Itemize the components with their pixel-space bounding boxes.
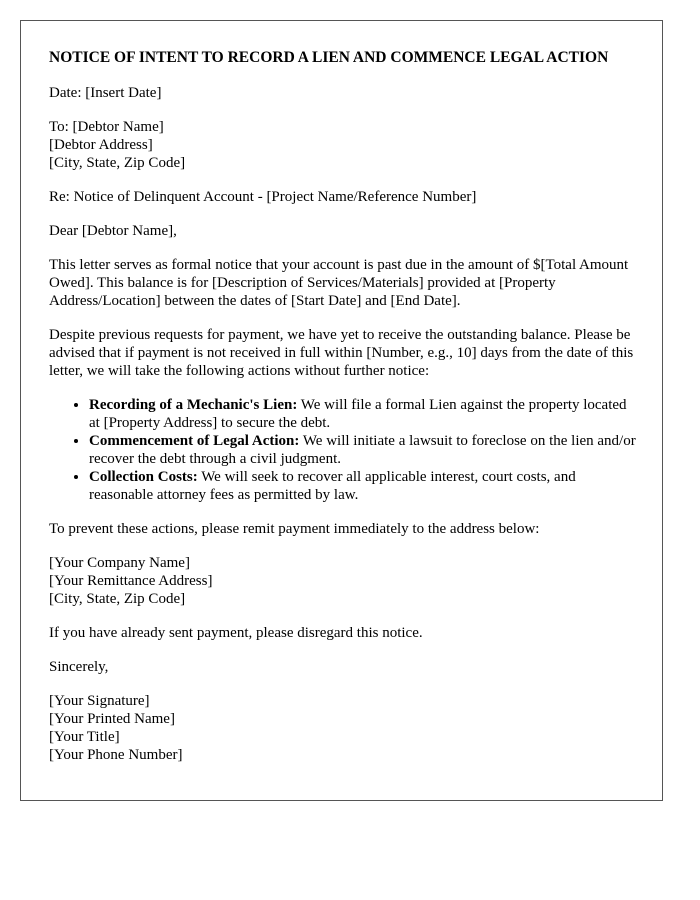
action-text: We will initiate a lawsuit to foreclose on the lien and/or recover the debt through a civil judgment. bbox=[89, 433, 636, 467]
paragraph-disregard: If you have already sent payment, please disregard this notice. bbox=[49, 625, 423, 641]
action-label: Commencement of Legal Action: bbox=[89, 433, 300, 449]
paragraph-warning: Despite previous requests for payment, we have yet to receive the outstanding balance. Please be advised that if payment is not received in full within [Number, e.g., 10] days from the date of this letter, we will take the following actions without further notice: bbox=[49, 327, 634, 379]
re-line: Re: Notice of Delinquent Account - [Project Name/Reference Number] bbox=[49, 189, 477, 205]
remit-line: [Your Remittance Address] bbox=[49, 573, 213, 589]
action-item bbox=[89, 432, 637, 468]
actions-list bbox=[49, 396, 637, 504]
signature-block bbox=[49, 692, 662, 764]
action-label: Collection Costs: bbox=[89, 469, 198, 485]
signature-line: [Your Signature] bbox=[49, 693, 150, 709]
recipient-line: [City, State, Zip Code] bbox=[49, 155, 186, 171]
remit-line: [Your Company Name] bbox=[49, 555, 190, 571]
remit-line: [City, State, Zip Code] bbox=[49, 591, 186, 607]
paragraph-remit: To prevent these actions, please remit payment immediately to the address below: bbox=[49, 521, 540, 537]
action-item bbox=[89, 396, 637, 432]
paragraph-balance: This letter serves as formal notice that your account is past due in the amount of $[Total Amount Owed]. This balance is for [Description of Services/Materials] provided at [Property Address/Location] between the dates of [Start Date] and [End Date]. bbox=[49, 257, 629, 309]
action-text: We will file a formal Lien against the property located at [Property Address] to secure the debt. bbox=[89, 397, 627, 431]
action-label: Recording of a Mechanic's Lien: bbox=[89, 397, 298, 413]
recipient-line: [Debtor Address] bbox=[49, 137, 153, 153]
recipient-address bbox=[49, 118, 662, 172]
action-item bbox=[89, 468, 637, 504]
recipient-line: To: [Debtor Name] bbox=[49, 119, 164, 135]
signature-line: [Your Title] bbox=[49, 729, 120, 745]
signature-line: [Your Phone Number] bbox=[49, 747, 183, 763]
remit-address bbox=[49, 554, 662, 608]
salutation: Dear [Debtor Name], bbox=[49, 223, 177, 239]
closing: Sincerely, bbox=[49, 659, 109, 675]
letter bbox=[20, 20, 663, 801]
action-text: We will seek to recover all applicable interest, court costs, and reasonable attorney fees as permitted by law. bbox=[89, 469, 576, 503]
signature-line: [Your Printed Name] bbox=[49, 711, 175, 727]
date-line: Date: [Insert Date] bbox=[49, 85, 162, 101]
letter-title: NOTICE OF INTENT TO RECORD A LIEN AND COMMENCE LEGAL ACTION bbox=[49, 49, 609, 66]
